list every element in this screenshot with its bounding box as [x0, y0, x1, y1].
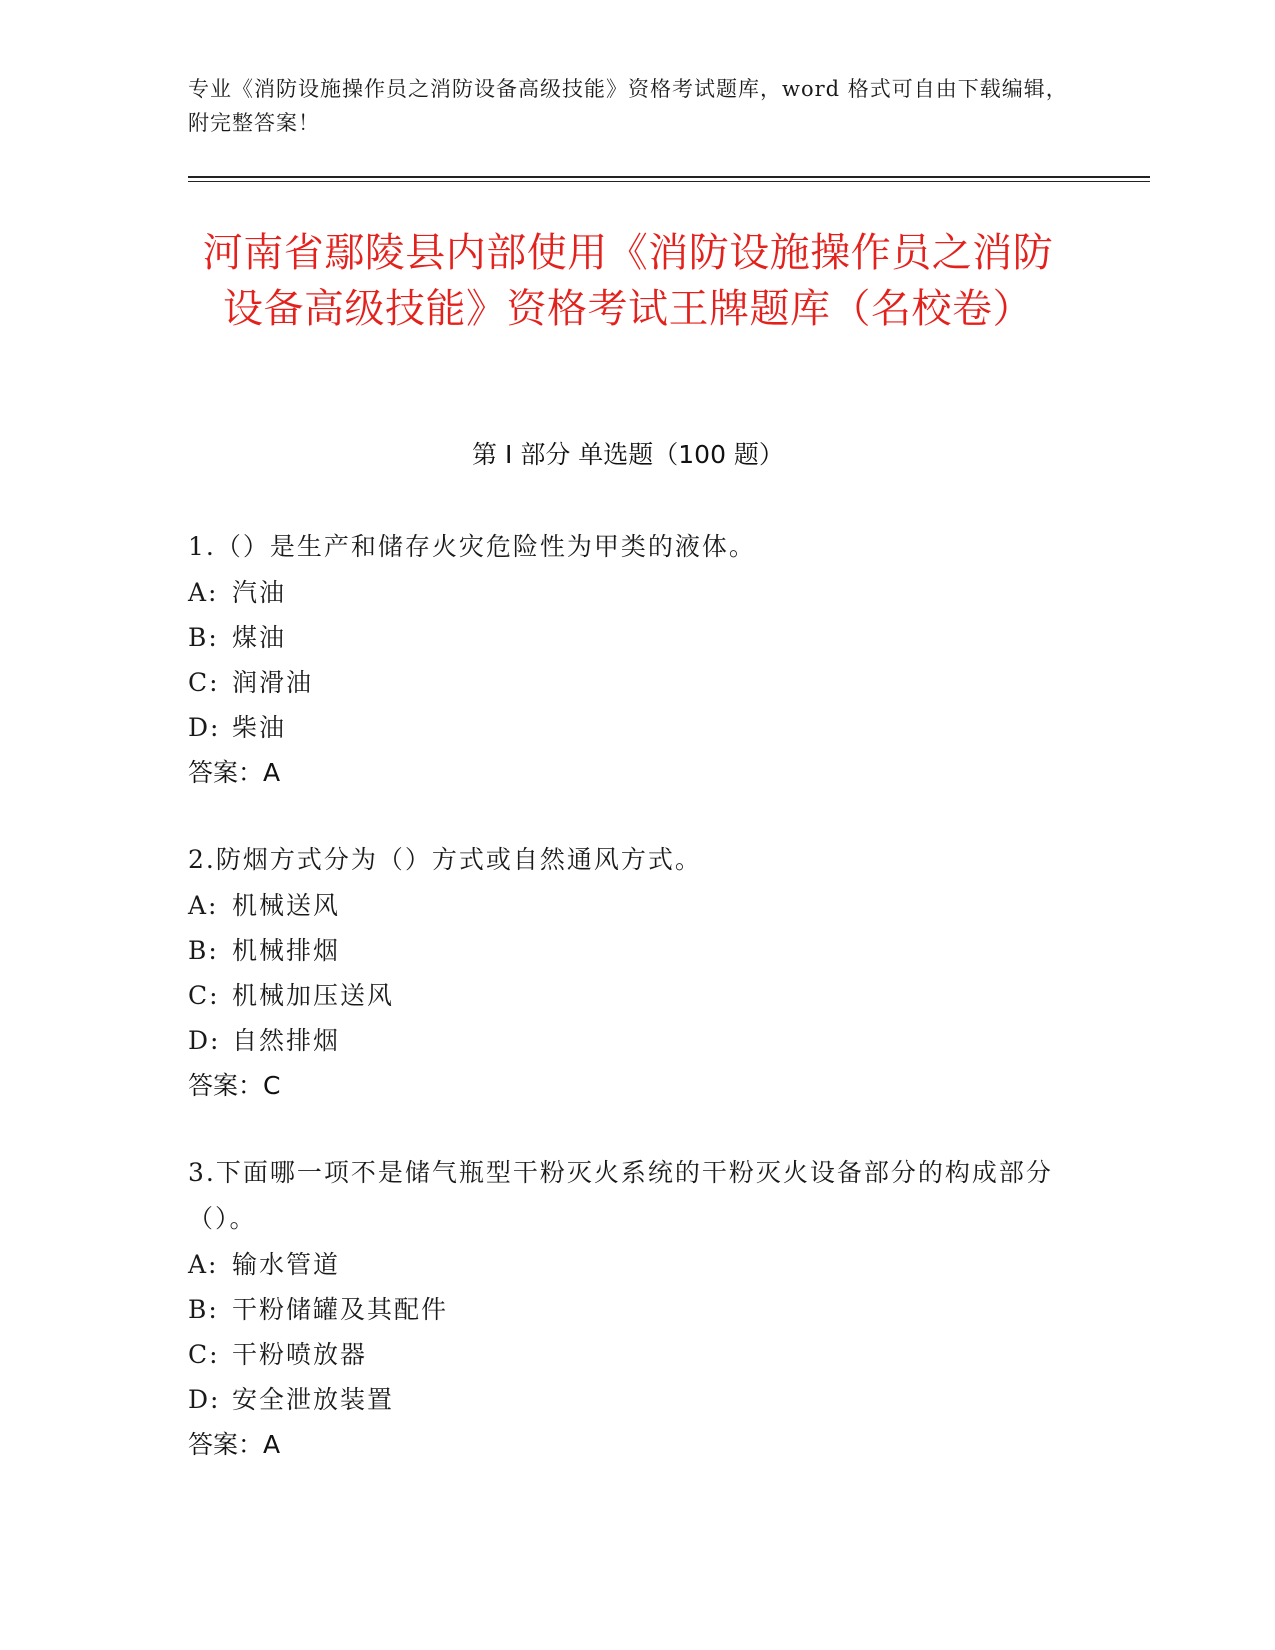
option-a: [188, 883, 1068, 928]
option-a: [188, 1242, 1068, 1287]
option-text: 干粉储罐及其配件: [232, 1295, 449, 1324]
option-key: C:: [188, 981, 220, 1010]
option-c: [188, 1332, 1068, 1377]
option-d: [188, 705, 1068, 750]
option-key: D:: [188, 1026, 221, 1055]
question-stem: 1.（）是生产和储存火灾危险性为甲类的液体。: [188, 532, 756, 561]
option-key: B:: [188, 1295, 219, 1324]
option-key: C:: [188, 668, 220, 697]
question-list: [188, 524, 1068, 1509]
answer-line: 答案：A: [188, 758, 281, 787]
option-text: 汽油: [232, 578, 287, 607]
option-text: 润滑油: [232, 668, 314, 697]
option-text: 自然排烟: [232, 1026, 341, 1055]
option-key: C:: [188, 1340, 220, 1369]
option-key: A:: [188, 1250, 219, 1279]
question-item: [188, 837, 1068, 1109]
option-key: B:: [188, 936, 219, 965]
answer-line: 答案：A: [188, 1430, 281, 1459]
question-item: [188, 524, 1068, 796]
question-item: [188, 1150, 1068, 1468]
section-title: 第 I 部分 单选题（100 题）: [472, 440, 784, 469]
answer-line: 答案：C: [188, 1071, 281, 1100]
document-title: 河南省鄢陵县内部使用《消防设施操作员之消防设备高级技能》资格考试王牌题库（名校卷）: [202, 230, 1054, 332]
option-b: [188, 1287, 1068, 1332]
option-text: 煤油: [232, 623, 287, 652]
option-c: [188, 660, 1068, 705]
option-key: D:: [188, 713, 221, 742]
option-c: [188, 973, 1068, 1018]
option-text: 机械送风: [232, 891, 341, 920]
option-d: [188, 1018, 1068, 1063]
option-b: [188, 615, 1068, 660]
header-divider-thick: [188, 176, 1150, 178]
option-a: [188, 570, 1068, 615]
header-note: 专业《消防设施操作员之消防设备高级技能》资格考试题库，word 格式可自由下载编辑，附完整答案！: [188, 77, 1068, 135]
option-key: B:: [188, 623, 219, 652]
option-text: 机械加压送风: [232, 981, 395, 1010]
question-stem: 2.防烟方式分为（）方式或自然通风方式。: [188, 845, 702, 874]
option-text: 输水管道: [232, 1250, 341, 1279]
question-stem: 3.下面哪一项不是储气瓶型干粉灭火系统的干粉灭火设备部分的构成部分（）。: [188, 1158, 1053, 1233]
option-key: A:: [188, 891, 219, 920]
option-b: [188, 928, 1068, 973]
option-key: D:: [188, 1385, 221, 1414]
option-key: A:: [188, 578, 219, 607]
option-text: 干粉喷放器: [232, 1340, 368, 1369]
option-d: [188, 1377, 1068, 1422]
option-text: 柴油: [232, 713, 287, 742]
header-divider-thin: [188, 181, 1150, 182]
option-text: 安全泄放装置: [232, 1385, 395, 1414]
option-text: 机械排烟: [232, 936, 341, 965]
